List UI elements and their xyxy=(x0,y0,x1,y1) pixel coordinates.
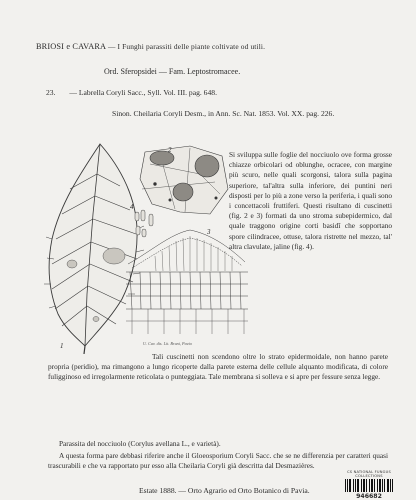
botanical-illustration xyxy=(40,134,260,354)
barcode xyxy=(339,479,399,492)
leaf-fragment-drawing xyxy=(140,146,228,214)
species-entry xyxy=(46,89,217,97)
figure-label-2: 2 xyxy=(168,146,172,154)
publication-header xyxy=(36,43,265,51)
description-text: Si sviluppa sulle foglie del nocciuolo ove forma grosse chiazze orbicolari od oblunghe, ocracee, con margine più scuro, nelle quali scorgonsi, talora sulla pagina superiore, tal'altra sulla inferiore, dei puntini neri disposti per lo più a zone verso la periferia, i quali sono i concettacoli fruttiferi. Questi risultano di cuscinetti (fig. 2 e 3) formati da uno stroma subepidermico, dal quale traggono origine corti basidî che sopportano spore cilindracee, ottuse, talora ristrette nel mezzo, tal' altra clavulate, jaline (fig. 4). xyxy=(229,150,392,251)
authors: BRIOSI e CAVARA xyxy=(36,42,106,51)
collection-stamp xyxy=(339,470,399,500)
family-name: — Fam. Leptostromacee. xyxy=(158,67,241,76)
stamp-institution: CS NATIONAL FUNGUS COLLECTIONS xyxy=(347,470,391,478)
synonymy-note xyxy=(48,451,388,471)
entry-number: 23. xyxy=(46,88,56,97)
series-title: — I Funghi parassiti delle piante coltivate od utili. xyxy=(107,42,266,51)
barcode-number: 946682 xyxy=(356,493,382,500)
description-column xyxy=(229,150,392,252)
synonym: Sinon. Cheilaria Coryli Desm., in Ann. Sc. Nat. 1853. Vol. XX. pag. 226. xyxy=(112,109,335,118)
note-text: A questa forma pare debbasi riferire anche il Gloeosporium Coryli Sacc. che se ne differenzia per caratteri quasi trascurabili e che va rapportato pur esso alla Cheilaria Coryli già descritta dal Desmazières. xyxy=(48,451,388,471)
figure-label-3: 3 xyxy=(207,228,211,236)
description-continued xyxy=(48,352,388,383)
species-name: — Labrella Coryli Sacc., Syll. Vol. III. pag. 648. xyxy=(69,88,217,97)
host-note: Parassita del nocciuolo (Corylus avellana L., e varietà). xyxy=(59,439,221,448)
figure-label-4: 4 xyxy=(130,203,134,211)
order-name: Ord. Sferopsidei xyxy=(104,67,157,76)
spores-drawing xyxy=(135,210,153,237)
classification xyxy=(104,68,240,76)
figure-label-1: 1 xyxy=(60,342,64,350)
leaf-drawing xyxy=(44,144,144,354)
description-full-text: Tali cuscinetti non scendono oltre lo strato epidermoidale, non hanno parete propria (peridio), ma rimangono a lungo ricoperte dalla parete esterna delle cellule alquanto modificata, di colore fuligginoso ed irregolarmente reticolata o punteggiata. Tale membrana si solleva e si apre per fessure senza legge. xyxy=(48,352,388,382)
figure-caption: U. Cav. dis. Lit. Bruni, Pavia xyxy=(143,341,192,346)
collection-footer: Estate 1888. — Orto Agrario ed Orto Botanico di Pavia. xyxy=(139,486,310,495)
